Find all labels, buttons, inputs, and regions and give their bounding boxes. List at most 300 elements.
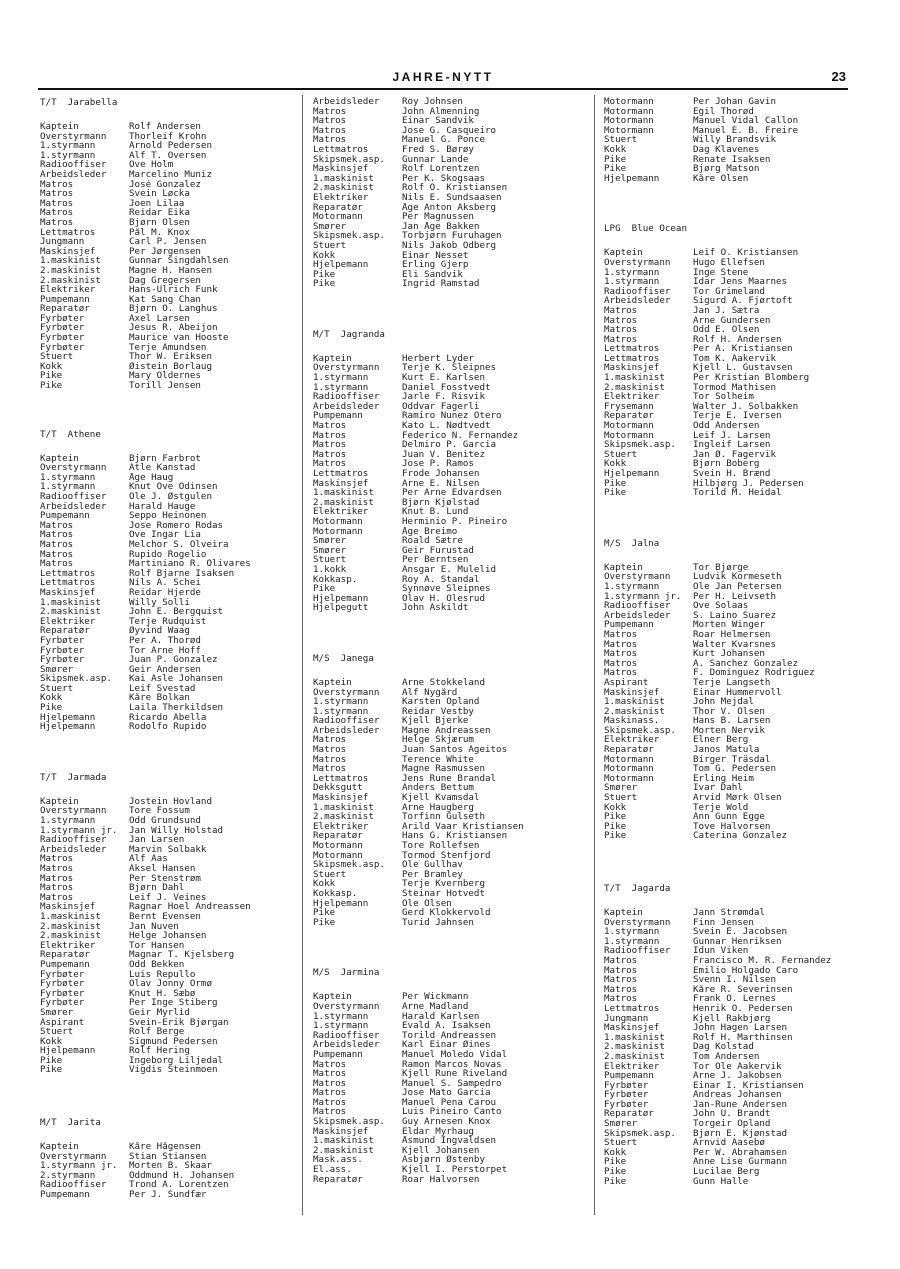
crew-row <box>313 745 583 755</box>
crew-role: Arbeidsleder <box>313 1039 380 1051</box>
crew-row <box>40 684 290 694</box>
crew-role: Overstyrmann <box>40 462 107 474</box>
crew-role: Overstyrmann <box>40 805 107 817</box>
crew-name: Bjørg Matson <box>693 164 760 174</box>
crew-row <box>313 726 583 736</box>
crew-name: Torbjørn Furuhagen <box>402 231 502 241</box>
crew-name: Rolf Hering <box>129 1046 190 1056</box>
crew-name: Svenn I. Nilsen <box>693 975 776 985</box>
crew-role: Pike <box>40 1054 63 1066</box>
crew-name: Nils Jakob Odberg <box>402 240 497 251</box>
crew-name: Tore Rollefsen <box>402 841 480 851</box>
crew-name: Ingeborg Liljedal <box>129 1055 224 1066</box>
crew-row <box>40 854 290 864</box>
crew-name: Lucilae Berg <box>693 1167 760 1177</box>
crew-name: Rolf Berge <box>129 1027 185 1037</box>
ship-title: T/T Jarabella <box>40 97 118 108</box>
crew-name: Morten Nervik <box>693 725 765 736</box>
crew-name: S. Laino Suarez <box>693 610 776 621</box>
crew-role: Matros <box>604 667 638 679</box>
crew-name: Bjørn Olsen <box>129 217 190 228</box>
crew-row <box>313 755 583 765</box>
crew-row <box>604 956 849 966</box>
crew-name: Nils A. Schei <box>129 578 201 588</box>
crew-role: Motormann <box>604 420 654 432</box>
crew-name: Caterina Gonzalez <box>693 831 788 841</box>
crew-row <box>313 1155 583 1165</box>
crew-row <box>313 126 583 136</box>
crew-role: Fyrbøter <box>40 644 85 656</box>
crew-role: Pumpemann <box>40 958 90 970</box>
crew-name: Bjørn Boberg <box>693 459 760 469</box>
crew-name: Karsten Opland <box>402 697 480 707</box>
crew-role: Matros <box>604 333 638 345</box>
crew-role: Kokk <box>604 1146 627 1158</box>
crew-row <box>40 674 290 684</box>
crew-row <box>313 260 583 270</box>
crew-name: Arne Stokkeland <box>402 677 485 688</box>
crew-name: Melchor S. Olveira <box>129 539 229 550</box>
crew-role: Overstyrmann <box>313 686 380 698</box>
crew-row <box>604 803 849 813</box>
crew-role: 2.maskinist <box>313 182 374 194</box>
crew-role: 1.maskinist <box>604 696 665 708</box>
crew-name: Torild M. Heidal <box>693 488 782 498</box>
crew-role: Maskinsjef <box>313 163 369 175</box>
crew-row <box>40 1190 290 1200</box>
crew-role: Pumpemann <box>40 510 90 522</box>
crew-row <box>604 822 849 832</box>
crew-role: Matros <box>313 744 347 756</box>
crew-name: Bernt Evensen <box>129 911 201 922</box>
crew-role: Motormann <box>604 772 654 784</box>
crew-name: Seppo Heinonen <box>129 511 207 521</box>
crew-name: Einar Nesset <box>402 250 469 261</box>
crew-name: Torfinn Gulseth <box>402 812 485 822</box>
crew-role: Fyrbøter <box>604 1098 649 1110</box>
crew-name: Finn Jensen <box>693 917 754 928</box>
crew-role: 1.kokk <box>313 563 347 575</box>
crew-role: 2.styrmann <box>40 1169 96 1181</box>
crew-name: Olav H. Olesrud <box>402 593 485 604</box>
crew-row <box>313 575 583 585</box>
crew-name: Tor Arne Hoff <box>129 645 201 656</box>
crew-role: Matros <box>604 993 638 1005</box>
crew-role: Matros <box>313 448 347 460</box>
crew-name: Marcelino Muniz <box>129 169 212 180</box>
crew-role: Fyrbøter <box>604 1089 649 1101</box>
crew-role: 1.maskinist <box>604 1031 665 1043</box>
crew-name: Per H. Leivseth <box>693 591 776 602</box>
crew-row <box>604 316 849 326</box>
crew-name: Roy Johnsen <box>402 97 463 107</box>
crew-name: Jan Åge Bakken <box>402 221 480 232</box>
crew-role: Stuert <box>40 682 74 694</box>
crew-role: Maskinsjef <box>40 586 96 598</box>
crew-row <box>40 1065 290 1075</box>
crew-name: Alf Nygård <box>402 687 458 698</box>
crew-name: Per Bramley <box>402 869 463 880</box>
crew-name: Geir Furustad <box>402 545 474 556</box>
crew-role: Elektriker <box>40 939 96 951</box>
crew-name: Alf T. Oversen <box>129 150 207 161</box>
crew-name: Jan Larsen <box>129 835 185 845</box>
crew-name: Helge Johansen <box>129 931 207 941</box>
crew-row <box>40 371 290 381</box>
crew-name: F. Dominguez Rodriguez <box>693 668 815 678</box>
crew-role: Matros <box>313 1058 347 1070</box>
crew-role: 1.styrmann <box>40 140 96 152</box>
crew-row <box>313 735 583 745</box>
crew-name: Hilbjørg J. Pedersen <box>693 478 804 489</box>
crew-row <box>604 155 849 165</box>
crew-name: Arnold Pedersen <box>129 141 212 151</box>
crew-name: Kåre Olsen <box>693 173 749 184</box>
crew-role: Kaptein <box>40 121 79 132</box>
crew-name: Anders Bettum <box>402 783 474 794</box>
crew-role: Matros <box>40 538 74 550</box>
crew-name: Mary Oldernes <box>129 371 201 382</box>
crew-name: Martiniano R. Olivares <box>129 559 251 569</box>
crew-role: Arbeidsleder <box>40 843 107 855</box>
crew-name: Tom K. Aakervik <box>693 353 776 364</box>
crew-role: Matros <box>313 429 347 441</box>
crew-name: Terje Kvernberg <box>402 879 485 889</box>
crew-role: Pike <box>40 702 63 714</box>
crew-name: Kåre R. Severinsen <box>693 984 793 995</box>
crew-role: Pike <box>40 380 63 392</box>
crew-row <box>313 270 583 280</box>
crew-row <box>313 536 583 546</box>
crew-row <box>604 479 849 489</box>
crew-section <box>604 223 849 497</box>
crew-role: Kaptein <box>604 561 643 573</box>
crew-row <box>313 1050 583 1060</box>
crew-role: Motormann <box>604 429 654 441</box>
crew-section <box>313 329 583 613</box>
crew-name: Steinar Hotvedt <box>402 888 485 899</box>
crew-role: Matros <box>604 648 638 660</box>
crew-row <box>313 1098 583 1108</box>
crew-role: Overstyrmann <box>40 130 107 142</box>
column-divider <box>302 95 303 1215</box>
crew-role: Maskinsjef <box>313 1125 369 1137</box>
crew-name: Magne Rasmussen <box>402 764 485 774</box>
crew-name: Alf Aas <box>129 854 168 864</box>
crew-role: Reparatør <box>313 830 363 842</box>
crew-name: Jose G. Casqueiro <box>402 125 497 136</box>
crew-name: Terence White <box>402 754 474 765</box>
crew-name: Birger Träsdal <box>693 754 771 765</box>
crew-role: Reparatør <box>604 744 654 756</box>
crew-row <box>313 450 583 460</box>
crew-role: Lettmatros <box>313 143 369 155</box>
crew-role: 1.styrmann <box>313 1010 369 1022</box>
crew-name: Joen Lilaa <box>129 198 185 209</box>
crew-role: 2.maskinist <box>604 705 665 717</box>
crew-role: Pike <box>604 1166 627 1178</box>
crew-name: Andreas Johansen <box>693 1090 782 1100</box>
crew-name: Oddmund H. Johansen <box>129 1170 235 1181</box>
crew-section <box>604 538 849 841</box>
crew-name: Rolf Lorentzen <box>402 164 480 174</box>
page-header <box>38 66 848 90</box>
crew-row <box>40 381 290 391</box>
crew-name: Luis Repullo <box>129 969 196 980</box>
crew-role: Overstyrmann <box>604 571 671 583</box>
crew-role: Pumpemann <box>313 410 363 422</box>
crew-role: Radiooffiser <box>313 391 380 403</box>
crew-role: Elektriker <box>40 615 96 627</box>
crew-name: Bjørn Kjølstad <box>402 497 480 508</box>
crew-name: Per W. Abrahamsen <box>693 1147 788 1158</box>
crew-role: Fyrbøter <box>40 634 85 646</box>
crew-role: Elektriker <box>40 284 96 296</box>
crew-name: Arne E. Nilsen <box>402 478 480 489</box>
crew-name: Einar I. Kristiansen <box>693 1080 804 1091</box>
crew-row <box>40 845 290 855</box>
column-left <box>40 97 290 1200</box>
crew-role: Elektriker <box>604 1060 660 1072</box>
crew-role: Reparatør <box>40 303 90 315</box>
crew-name: Ragnar Hoel Andreassen <box>129 902 251 912</box>
crew-role: Maskinsjef <box>40 901 96 913</box>
crew-name: Knut Ove Odinsen <box>129 482 218 492</box>
crew-role: Elektriker <box>313 191 369 203</box>
crew-role: Pike <box>604 830 627 842</box>
crew-name: Jan Nuven <box>129 921 179 932</box>
crew-role: Reparatør <box>40 949 90 961</box>
crew-name: Thor W. Eriksen <box>129 352 212 362</box>
crew-role: Pike <box>604 820 627 832</box>
crew-role: Overstyrmann <box>40 1150 107 1162</box>
crew-name: Delmiro P. Garcia <box>402 440 497 450</box>
crew-name: Leif J. Larsen <box>693 430 771 441</box>
crew-name: Tor Ole Aakervik <box>693 1061 782 1072</box>
crew-name: Knut H. Sæbø <box>129 988 196 999</box>
crew-name: Manuel Pena Carou <box>402 1097 497 1108</box>
crew-role: Pumpemann <box>313 1048 363 1060</box>
crew-row <box>313 603 583 613</box>
crew-name: Terje Amundsen <box>129 342 207 353</box>
crew-row <box>604 1148 849 1158</box>
crew-name: Rolf H. Marthinsen <box>693 1032 793 1043</box>
crew-role: Fyrbøter <box>40 312 85 324</box>
crew-name: Magne H. Hansen <box>129 265 212 276</box>
crew-row <box>313 527 583 537</box>
crew-name: Kato L. Nødtvedt <box>402 421 491 431</box>
crew-row <box>313 431 583 441</box>
crew-name: Geir Andersen <box>129 664 201 675</box>
crew-name: A. Sanchez Gonzalez <box>693 658 799 669</box>
crew-name: Walter J. Solbakken <box>693 401 799 412</box>
crew-name: Odd Bekken <box>129 959 185 970</box>
crew-role: 1.maskinist <box>40 596 101 608</box>
crew-role: Arbeidsleder <box>313 400 380 412</box>
crew-row <box>604 975 849 985</box>
crew-name: Nils E. Sundsaasen <box>402 192 502 203</box>
crew-role: Radiooffiser <box>313 1029 380 1041</box>
crew-role: 1.styrmann <box>604 580 660 592</box>
crew-role: Aspirant <box>604 676 649 688</box>
crew-role: 2.maskinist <box>604 1041 665 1053</box>
crew-role: Hjelpegutt <box>313 602 369 614</box>
crew-role: Overstyrmann <box>604 916 671 928</box>
crew-role: Jungmann <box>40 236 85 248</box>
crew-name: Frank O. Lernes <box>693 994 776 1004</box>
crew-name: Idun Viken <box>693 946 749 956</box>
crew-name: Helge Skjærum <box>402 735 474 746</box>
crew-role: Skipsmek.asp. <box>604 724 676 736</box>
crew-role: Hjelpemann <box>604 172 660 184</box>
crew-role: Motormann <box>604 753 654 765</box>
crew-role: 1.maskinist <box>313 1135 374 1147</box>
crew-name: Arne Haugberg <box>402 802 474 813</box>
crew-row <box>604 296 849 306</box>
crew-name: Hans B. Larsen <box>693 716 771 726</box>
crew-name: Åsmund Ingvaldsen <box>402 1136 497 1146</box>
crew-name: Rodolfo Rupido <box>129 722 207 732</box>
crew-role: 1.styrmann <box>313 705 369 717</box>
crew-name: Per Stenstrøm <box>129 873 201 884</box>
crew-name: Gunnar Lande <box>402 154 469 165</box>
crew-role: 2.maskinist <box>40 274 101 286</box>
crew-name: Tormod Mathisen <box>693 382 776 393</box>
crew-role: Radiooffiser <box>604 600 671 612</box>
crew-name: Synnøve Sleipnes <box>402 584 491 594</box>
crew-name: Per Berntsen <box>402 555 469 565</box>
crew-role: 1.styrmann <box>313 696 369 708</box>
crew-role: Matros <box>604 628 638 640</box>
crew-role: Elektriker <box>313 820 369 832</box>
crew-role: 2.maskinist <box>313 1144 374 1156</box>
crew-row <box>40 180 290 190</box>
crew-role: Matros <box>40 863 74 874</box>
crew-row <box>40 540 290 550</box>
crew-role: Matros <box>40 197 74 209</box>
crew-name: Kai Asle Johansen <box>129 674 224 684</box>
crew-row <box>40 511 290 521</box>
crew-role: Kokk <box>40 360 63 372</box>
crew-row <box>40 208 290 218</box>
crew-row <box>604 640 849 650</box>
crew-row <box>604 985 849 995</box>
crew-name: Åge Anton Aksberg <box>402 202 497 213</box>
crew-role: 2.maskinist <box>40 930 101 942</box>
crew-name: John Askildt <box>402 603 469 613</box>
crew-row <box>604 793 849 803</box>
crew-role: Pike <box>604 1156 627 1168</box>
crew-name: Per Inge Stiberg <box>129 998 218 1008</box>
crew-name: Arild Vaar Kristiansen <box>402 821 524 832</box>
crew-name: Arne J. Jakobsen <box>693 1071 782 1081</box>
crew-row <box>313 1060 583 1070</box>
crew-role: Reparatør <box>313 1173 363 1185</box>
crew-row <box>40 883 290 893</box>
crew-name: Arvid Mørk Olsen <box>693 793 782 803</box>
crew-role: Pike <box>604 487 627 499</box>
crew-section <box>313 653 583 927</box>
crew-name: Manuel S. Sampedro <box>402 1078 502 1089</box>
crew-name: Reidar Hjerde <box>129 587 201 598</box>
crew-role: Pike <box>40 370 63 382</box>
crew-role: Fyrbøter <box>40 968 85 980</box>
crew-role: Arbeidsleder <box>313 96 380 107</box>
crew-name: Emilio Holgado Caro <box>693 965 799 976</box>
crew-name: Harald Karlsen <box>402 1011 480 1022</box>
crew-role: Matros <box>313 439 347 451</box>
ship-title: M/S Jarmina <box>313 967 380 979</box>
crew-name: Kåre Bolkan <box>129 693 190 704</box>
crew-name: Marvin Solbakk <box>129 844 207 855</box>
crew-name: John U. Brandt <box>693 1109 771 1120</box>
crew-name: Manuel E. B. Freire <box>693 125 799 136</box>
crew-name: Pål M. Knox <box>129 227 190 238</box>
crew-role: Stuert <box>313 239 347 251</box>
crew-role: 1.styrmann <box>40 815 96 827</box>
crew-role: Fyrbøter <box>40 987 85 999</box>
crew-name: Manuel Moledo Vidal <box>402 1049 508 1060</box>
crew-role: Stuert <box>604 134 638 146</box>
crew-role: Lettmatros <box>604 352 660 364</box>
crew-role: 1.maskinist <box>313 172 374 184</box>
crew-name: Odd Grundsund <box>129 816 201 826</box>
crew-row <box>40 530 290 540</box>
ship-title: T/T Athene <box>40 428 101 440</box>
crew-name: Herbert Lyder <box>402 353 474 364</box>
crew-row <box>313 440 583 450</box>
crew-name: Per K. Skogsaas <box>402 173 485 184</box>
crew-role: Reparatør <box>313 201 363 213</box>
crew-role: Radiooffiser <box>40 491 107 502</box>
crew-role: Pike <box>313 583 336 595</box>
crew-role: Pike <box>604 153 627 165</box>
crew-name: Øyvind Waag <box>129 626 190 636</box>
crew-role: 1.maskinist <box>313 801 374 813</box>
crew-section <box>40 772 290 1075</box>
crew-row <box>40 864 290 874</box>
crew-name: Henrik O. Pedersen <box>693 1003 793 1014</box>
crew-row <box>604 450 849 460</box>
crew-name: Per J. Sundfær <box>129 1190 207 1200</box>
crew-name: Dag Gregersen <box>129 275 201 286</box>
page-number: 23 <box>831 69 846 84</box>
crew-role: Smører <box>313 544 347 556</box>
crew-row <box>604 1167 849 1177</box>
crew-name: Olav Jonny Ormø <box>129 979 212 989</box>
crew-name: Daniel Fosstvedt <box>402 382 491 393</box>
crew-role: 2.maskinist <box>40 920 101 932</box>
crew-row <box>40 189 290 199</box>
crew-name: Maurice van Hooste <box>129 333 229 343</box>
crew-row <box>40 343 290 353</box>
crew-name: Per Kristian Blomberg <box>693 373 810 383</box>
crew-name: Renate Isaksen <box>693 154 771 165</box>
crew-name: Laila Therkildsen <box>129 703 224 713</box>
crew-name: Carl P. Jensen <box>129 237 207 247</box>
crew-name: Tor Solheim <box>693 392 754 402</box>
crew-name: Aksel Hansen <box>129 864 196 874</box>
crew-row <box>40 722 290 732</box>
crew-section <box>604 883 849 1186</box>
crew-name: Fred S. Børøy <box>402 144 474 155</box>
crew-name: Erling Heim <box>693 773 754 784</box>
crew-role: Motormann <box>604 763 654 775</box>
crew-role: Matros <box>604 324 638 336</box>
crew-name: Morten Winger <box>693 620 765 630</box>
crew-role: 1.maskinist <box>40 910 101 922</box>
crew-row <box>604 325 849 335</box>
